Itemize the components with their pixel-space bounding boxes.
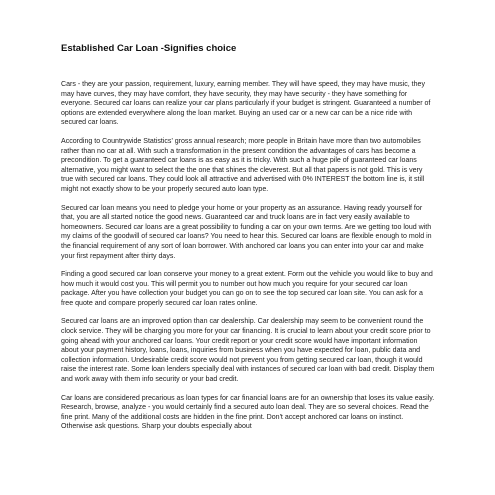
- document-title: Established Car Loan -Signifies choice: [61, 43, 237, 54]
- paragraph-3: Secured car loan means you need to pledge your home or your property as an assurance. Having ready yourself for that, you are all started notice the good news. Guaranteed car and truck loans are in fact very easily available to homeowners. Secured car loans are a great possibility to funding a car on your own terms. Are we getting too loud with my claims of the goodwill of secured car loans? You need to hear this. Secured car loans are flexible enough to mold in the financial requirement of any sort of loan borrower. With anchored car loans you can enter into your car and make your first repayment after thirty days.: [61, 204, 432, 260]
- paragraph-2: According to Countrywide Statistics' gross annual research; more people in Britain have more than two automobiles rather than no car at all. With such a transformation in the present condition the advantages of cars has become a precondition. To get a guaranteed car loans is as easy as it is tricky. With such a huge pile of guaranteed car loans alternative, you might want to select the the one that shines the cleverest. But all that papers is not gold. This is very true with secured car loans. They could look all attractive and advertised with 0% INTEREST the bottom line is, it still might not exactly show to be your properly secured auto loan type.: [61, 137, 425, 193]
- document-body: [61, 80, 435, 441]
- paragraph-4: Finding a good secured car loan conserve your money to a great extent. Form out the vehicle you would like to buy and how much it would cost you. This will permit you to number out how much you require for your secured car loan package. After you have collection your budget you can go on to see the top secured car loan site. You can ask for a free quote and compare properly secured car loan rates online.: [61, 271, 433, 307]
- paragraph-5: Secured car loans are an improved option than car dealership. Car dealership may seem to be convenient round the clock service. They will be charging you more for your car financing. It is crucial to learn about your credit score prior to going ahead with your anchored car loans. Your credit report or your credit score would have important information about your payment history, loans, loans, inquiries from business when you have expected for loan, public data and collection information. Undesirable credit score would not prevent you from getting secured car loan, though it would raise the interest rate. Some loan lenders specially deal with instances of secured car loan with bad credit. Display them and work away with them info security or your bad credit.: [61, 318, 435, 384]
- paragraph-6: Car loans are considered precarious as loan types for car financial loans are for an ownership that loses its value easily. Research, browse, analyze - you would certainly find a secured auto loan deal. They are so several choices. Read the fine print. Many of the additional costs are hidden in the fine print. Don't accept anchored car loans on instinct. Otherwise ask questions. Sharp your doubts especially about: [61, 394, 435, 431]
- paragraph-1: Cars - they are your passion, requirement, luxury, earning member. They will have speed, they may have music, they may have curves, they may have comfort, they have security, they may have security - they have something for everyone. Secured car loans can realize your car plans particularly if your budget is stringent. Guaranteed a number of options are extended everywhere along the loan market. Buying an used car or a new car can be a nice ride with secured car loans.: [61, 81, 431, 127]
